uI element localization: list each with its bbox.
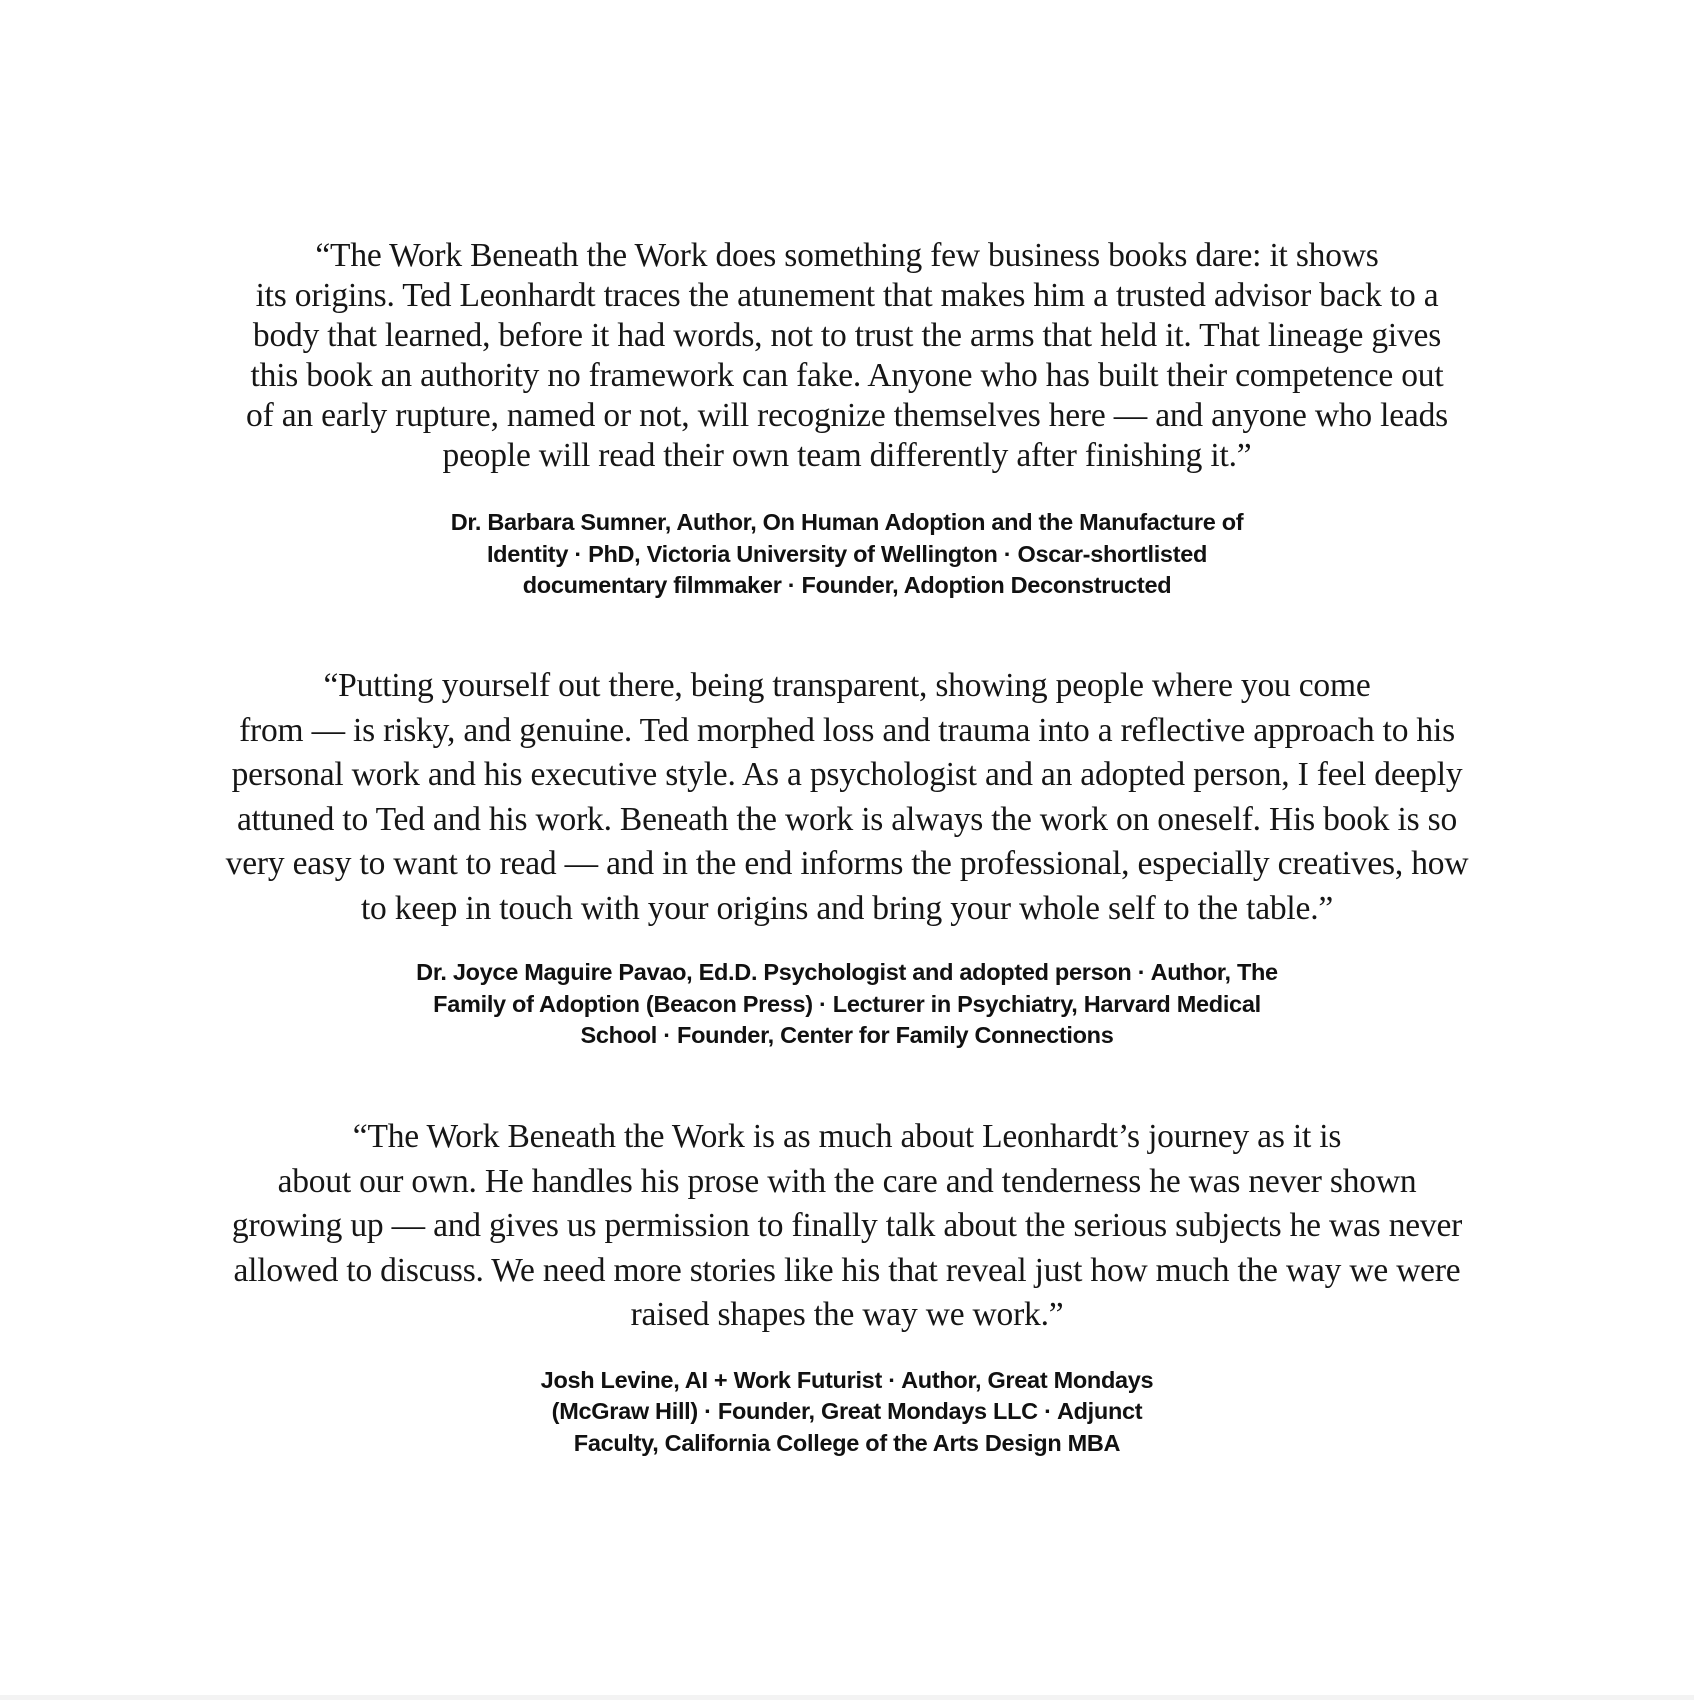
testimonial-levine [0,1115,1694,1459]
testimonial-pavao [0,664,1694,1052]
quote-line: allowed to discuss. We need more stories like his that reveal just how much the way we were [233,1251,1461,1289]
quote-line: body that learned, before it had words, not to trust the arms that held it. That lineage gives [252,317,1442,354]
quote-line: attuned to Ted and his work. Beneath the work is always the work on oneself. His book is so [237,800,1457,838]
attribution-line: Dr. Barbara Sumner, Author, On Human Adoption and the Manufacture of [450,509,1244,535]
quote-line: raised shapes the way we work.” [630,1296,1064,1333]
attribution-line: Identity · PhD, Victoria University of Wellington · Oscar-shortlisted [486,540,1208,567]
testimonial-quote [0,236,1694,476]
quote-line: its origins. Ted Leonhardt traces the atunement that makes him a trusted advisor back to a [255,277,1439,314]
quote-line: about our own. He handles his prose with the care and tenderness he was never shown [277,1162,1417,1200]
attribution-line: Josh Levine, AI + Work Futurist · Author, Great Mondays [540,1366,1154,1393]
attribution-line: Dr. Joyce Maguire Pavao, Ed.D. Psychologist and adopted person · Author, The [416,959,1278,985]
testimonial-attribution [0,957,1694,1052]
quote-line: “The Work Beneath the Work is as much about Leonhardt’s journey as it is [352,1118,1342,1155]
attribution-line: Family of Adoption (Beacon Press) · Lecturer in Psychiatry, Harvard Medical [433,990,1261,1017]
attribution-line: School · Founder, Center for Family Connections [580,1022,1114,1048]
testimonial-sumner [0,236,1694,602]
testimonial-attribution [0,507,1694,602]
quote-line: people will read their own team differently after finishing it.” [442,437,1252,474]
quote-line: of an early rupture, named or not, will recognize themselves here — and anyone who leads [246,397,1448,434]
quote-line: “Putting yourself out there, being transparent, showing people where you come [323,667,1371,704]
attribution-line: Faculty, California College of the Arts Design MBA [573,1429,1121,1456]
quote-line: to keep in touch with your origins and bring your whole self to the table.” [360,889,1334,927]
quote-line: growing up — and gives us permission to finally talk about the serious subjects he was never [231,1207,1463,1244]
attribution-line: documentary filmmaker · Founder, Adoption Deconstructed [522,572,1172,598]
quote-line: from — is risky, and genuine. Ted morphed loss and trauma into a reflective approach to his [239,711,1455,749]
quote-line: personal work and his executive style. As a psychologist and an adopted person, I feel deeply [231,756,1463,793]
testimonial-quote [0,1115,1694,1338]
quote-line: very easy to want to read — and in the end informs the professional, especially creatives, how [225,845,1469,882]
quote-line: “The Work Beneath the Work does something few business books dare: it shows [315,237,1379,274]
attribution-line: (McGraw Hill) · Founder, Great Mondays LLC · Adjunct [551,1398,1143,1424]
quote-line: this book an authority no framework can fake. Anyone who has built their competence out [250,357,1444,394]
testimonial-quote [0,664,1694,931]
testimonial-attribution [0,1365,1694,1460]
